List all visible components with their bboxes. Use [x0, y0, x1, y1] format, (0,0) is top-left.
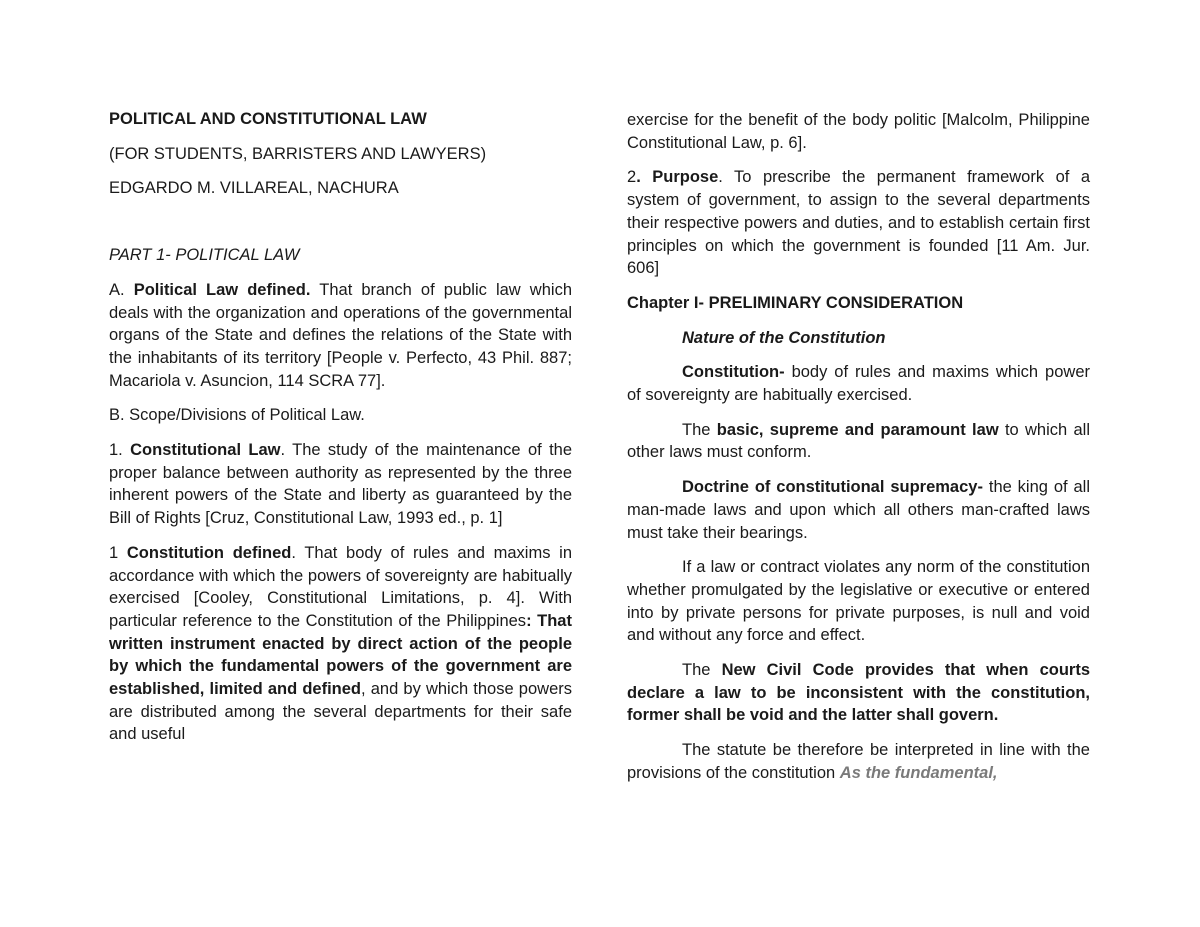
section-a-paragraph: A. Political Law defined. That branch of public law which deals with the organization and operations of the governmental organs of the State and defines the relations of the State with the inhabitants of its territory [People v. Perfecto, 43 Phil. 887; Macariola v. Asuncion, 114 SCRA 77]. — [109, 280, 572, 390]
continuation-paragraph: exercise for the benefit of the body politic [Malcolm, Philippine Constitutional Law, p. 6]. — [627, 111, 1090, 152]
part-heading: PART 1- POLITICAL LAW — [109, 246, 300, 265]
spacer — [109, 212, 572, 244]
constitution-term: Constitution- — [682, 363, 785, 382]
constitution-defined-term: Constitution defined — [126, 543, 292, 562]
document-subtitle: (FOR STUDENTS, BARRISTERS AND LAWYERS) — [109, 144, 487, 163]
violation-paragraph: If a law or contract violates any norm of the constitution whether promulgated by the legislative or executive or entered into by private persons for private purposes, is null and void and without any force and effect. — [627, 558, 1090, 645]
purpose-term: . Purpose — [636, 168, 719, 187]
statute-emphasis: As the fundamental, — [839, 763, 998, 782]
nature-heading: Nature of the Constitution — [682, 328, 886, 347]
section-a-term: Political Law defined. — [133, 280, 311, 299]
section-b-heading: B. Scope/Divisions of Political Law. — [109, 406, 365, 425]
constitution-definition-bold: : That written instrument enacted by direct action of the people by which the fundamental powers of the government are established, limited and defined — [109, 611, 572, 699]
left-column — [109, 108, 572, 758]
doctrine-term: Doctrine of constitutional supremacy- — [682, 478, 983, 497]
basic-law-paragraph: The basic, supreme and paramount law to which all other laws must conform. — [627, 420, 1090, 462]
constitution-defined-paragraph: 1 Constitution defined. That body of rules and maxims in accordance with which the powers of sovereignty are habitually exercised [Cooley, Constitutional Limitations, p. 4]. With particular reference to the Constitution of the Philippines: That written instrument enacted by direct action of the people by which the fundamental powers of the government are established, limited and defined, and by which those powers are distributed among the several departments for their safe and useful — [109, 543, 572, 744]
civil-code-paragraph: The New Civil Code provides that when courts declare a law to be inconsistent with the constitution, former shall be void and the latter shall govern. — [627, 661, 1090, 725]
basic-law-term: basic, supreme and paramount law — [716, 420, 999, 439]
purpose-paragraph: 2. Purpose. To prescribe the permanent framework of a system of government, to assign to the several departments their respective powers and duties, and to establish certain first principles on which the government is founded [11 Am. Jur. 606] — [627, 168, 1091, 278]
statute-paragraph: The statute be therefore be interpreted in line with the provisions of the constitution As the fundamental, — [627, 741, 1090, 782]
document-title: POLITICAL AND CONSTITUTIONAL LAW — [109, 110, 427, 128]
right-column — [627, 109, 1090, 797]
chapter-heading: Chapter I- PRELIMINARY CONSIDERATION — [627, 293, 964, 312]
civil-code-bold: New Civil Code provides that when courts declare a law to be inconsistent with the constitution, former shall be void and the latter shall govern. — [627, 661, 1090, 725]
constitution-paragraph: Constitution- body of rules and maxims which power of sovereignty are habitually exercised. — [627, 363, 1090, 405]
item-1-term: Constitutional Law — [130, 441, 281, 460]
item-1-paragraph: 1. Constitutional Law. The study of the maintenance of the proper balance between authority as represented by the three inherent powers of the State and liberty as guaranteed by the Bill of Rights [Cruz, Constitutional Law, 1993 ed., p. 1] — [109, 441, 573, 528]
doctrine-paragraph: Doctrine of constitutional supremacy- the king of all man-made laws and upon which all others man-crafted laws must take their bearings. — [627, 478, 1091, 542]
document-authors: EDGARDO M. VILLAREAL, NACHURA — [109, 179, 399, 198]
